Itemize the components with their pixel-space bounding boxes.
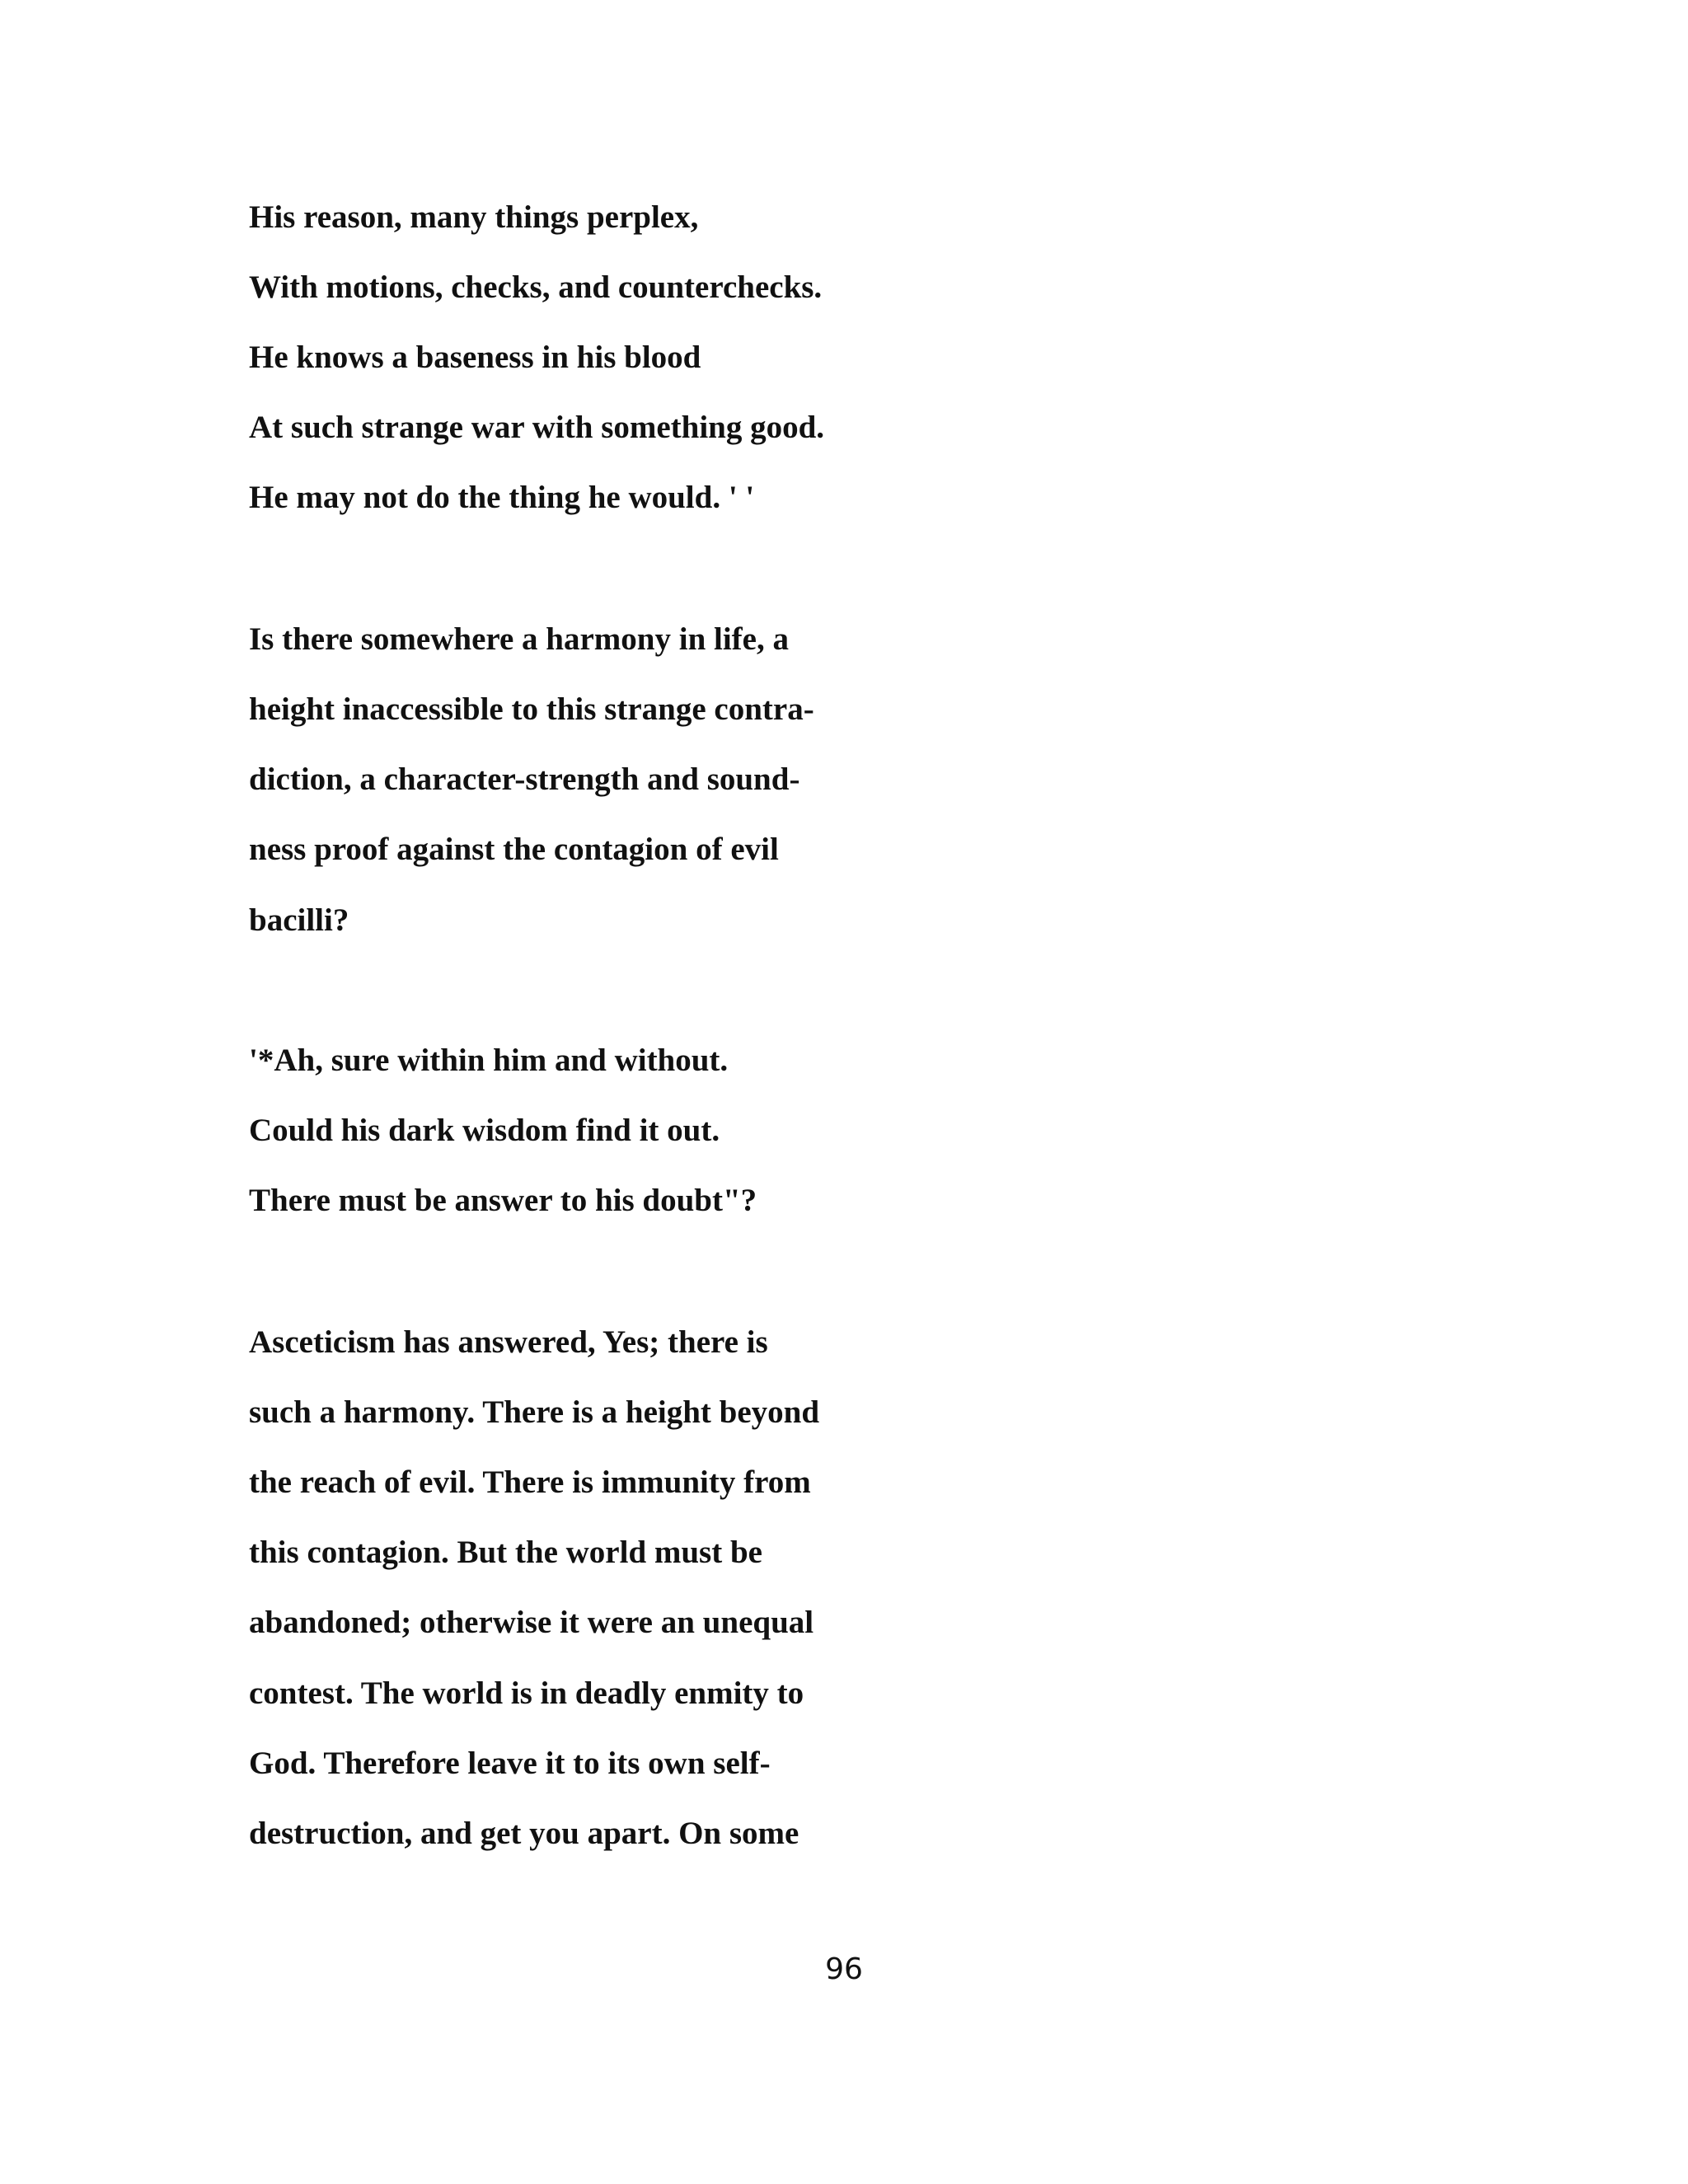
text-line: ness proof against the contagion of evil	[249, 832, 779, 867]
text-line: God. Therefore leave it to its own self-	[249, 1746, 771, 1781]
verse-line: He may not do the thing he would. ' '	[249, 480, 755, 515]
text-line: the reach of evil. There is immunity from	[249, 1465, 811, 1500]
verse-line: With motions, checks, and counterchecks.	[249, 269, 823, 305]
verse-line: He knows a baseness in his blood	[249, 340, 701, 375]
text-line: destruction, and get you apart. On some	[249, 1816, 799, 1851]
text-line: bacilli?	[249, 902, 349, 938]
page-number: 96	[825, 1952, 863, 1986]
text-line: Is there somewhere a harmony in life, a	[249, 621, 789, 657]
text-line: abandoned; otherwise it were an unequal	[249, 1605, 814, 1640]
verse-line: At such strange war with something good.	[249, 410, 825, 445]
text-line: height inaccessible to this strange contra-	[249, 691, 814, 727]
text-line: such a harmony. There is a height beyond	[249, 1394, 820, 1430]
verse-line: Could his dark wisdom find it out.	[249, 1113, 720, 1148]
verse-line: His reason, many things perplex,	[249, 199, 699, 235]
verse-line: There must be answer to his doubt"?	[249, 1183, 757, 1218]
verse-line: '*Ah, sure within him and without.	[249, 1043, 729, 1078]
text-line: contest. The world is in deadly enmity to	[249, 1675, 804, 1711]
text-line: diction, a character-strength and sound-	[249, 762, 800, 797]
text-line: this contagion. But the world must be	[249, 1535, 762, 1570]
text-line: Asceticism has answered, Yes; there is	[249, 1324, 768, 1360]
